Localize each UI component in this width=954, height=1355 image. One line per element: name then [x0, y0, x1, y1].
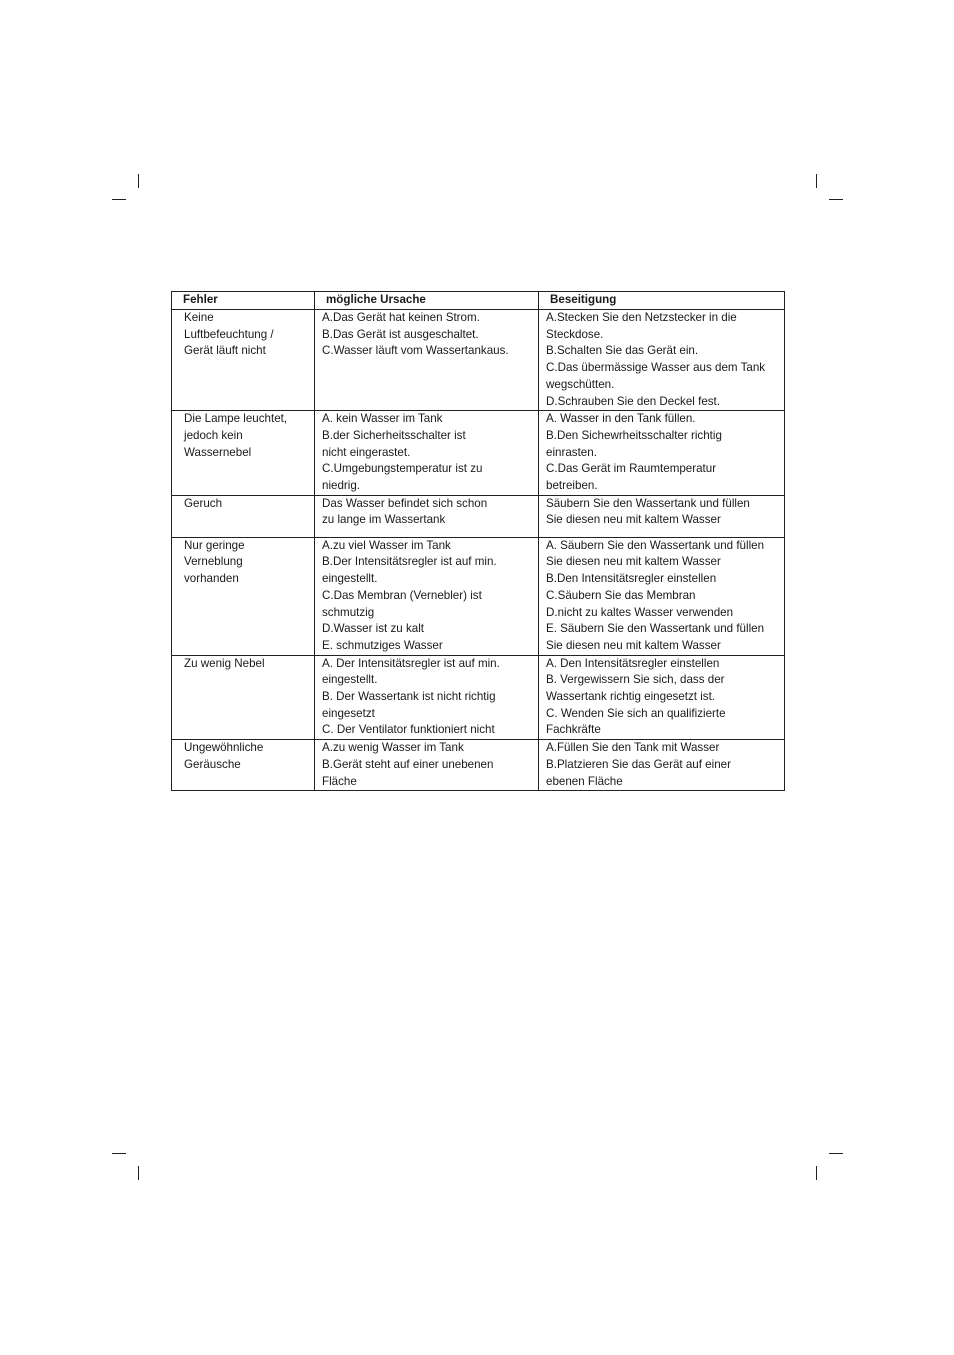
cell-line: B. Vergewissern Sie sich, dass der: [546, 673, 725, 687]
fix-cell: [539, 740, 785, 791]
table-row: [172, 310, 785, 411]
crop-mark-bottom-right-horizontal: [829, 1153, 843, 1154]
crop-mark-bottom-right-vertical: [816, 1166, 817, 1180]
cell-line: A. Den Intensitätsregler einstellen: [546, 656, 720, 670]
cell-line: A.Das Gerät hat keinen Strom.: [322, 311, 480, 324]
cell-line: Gerät läuft nicht: [184, 344, 266, 358]
cell-line: vorhanden: [184, 572, 239, 586]
header-fault: Fehler: [172, 292, 315, 310]
cell-line: B.Der Intensitätsregler ist auf min.: [322, 555, 497, 569]
cell-line: D.Wasser ist zu kalt: [322, 622, 424, 636]
cell-line: Fläche: [322, 774, 357, 788]
header-cause: mögliche Ursache: [315, 292, 539, 310]
cell-line: C. Der Ventilator funktioniert nicht: [322, 723, 495, 737]
cell-line: eingesetzt: [322, 706, 375, 720]
table-row: [172, 537, 785, 655]
cell-line: B.Den Intensitätsregler einstellen: [546, 572, 717, 586]
crop-mark-top-right-horizontal: [829, 199, 843, 200]
cell-line: Fachkräfte: [546, 723, 601, 737]
cell-line: B.der Sicherheitsschalter ist: [322, 428, 466, 442]
fault-cell: [172, 655, 315, 740]
cell-line: A.zu wenig Wasser im Tank: [322, 741, 464, 755]
cell-line: Sie diesen neu mit kaltem Wasser: [546, 555, 721, 569]
cause-cell: [315, 537, 539, 655]
cell-line: B.Den Sichewrheitsschalter richtig: [546, 428, 722, 442]
table-row: [172, 740, 785, 791]
cell-line: A. Säubern Sie den Wassertank und füllen: [546, 538, 765, 552]
cell-line: Zu wenig Nebel: [184, 656, 265, 670]
table-body: [172, 310, 785, 791]
cell-line: D.nicht zu kaltes Wasser verwenden: [546, 605, 734, 619]
cell-line: Keine: [184, 311, 214, 324]
cell-line: C.Das Gerät im Raumtemperatur: [546, 462, 717, 476]
cell-line: Die Lampe leuchtet,: [184, 412, 288, 426]
cell-line: E. Säubern Sie den Wassertank und füllen: [546, 622, 765, 636]
cell-line: wegschütten.: [546, 377, 615, 391]
table-row: [172, 411, 785, 496]
crop-mark-bottom-left-horizontal: [112, 1153, 126, 1154]
cause-cell: [315, 740, 539, 791]
header-row: [172, 292, 785, 310]
cell-line: Geräusche: [184, 757, 241, 771]
cell-line: Wassernebel: [184, 445, 252, 459]
cell-line: Säubern Sie den Wassertank und füllen: [546, 496, 750, 510]
cell-line: Sie diesen neu mit kaltem Wasser: [546, 513, 721, 527]
crop-mark-bottom-left-vertical: [138, 1166, 139, 1180]
cell-line: A. Der Intensitätsregler ist auf min.: [322, 656, 500, 670]
cell-line: ebenen Fläche: [546, 774, 623, 788]
table-header: [172, 292, 785, 310]
cell-line: Verneblung: [184, 555, 243, 569]
crop-mark-top-left-vertical: [138, 174, 139, 188]
crop-mark-top-left-horizontal: [112, 199, 126, 200]
fix-cell: [539, 655, 785, 740]
cell-line: Ungewöhnliche: [184, 741, 264, 755]
crop-mark-top-right-vertical: [816, 174, 817, 188]
cell-line: eingestellt.: [322, 673, 378, 687]
cause-cell: [315, 495, 539, 537]
cell-line: schmutzig: [322, 605, 375, 619]
cause-cell: [315, 310, 539, 411]
cell-line: Wassertank richtig eingesetzt ist.: [546, 690, 716, 704]
table-row: [172, 495, 785, 537]
cell-line: C. Wenden Sie sich an qualifizierte: [546, 706, 726, 720]
fault-cell: [172, 411, 315, 496]
cell-line: A.Füllen Sie den Tank mit Wasser: [546, 741, 720, 755]
cell-line: zu lange im Wassertank: [322, 513, 446, 527]
header-fix: Beseitigung: [539, 292, 785, 310]
cell-line: Steckdose.: [546, 327, 604, 341]
cell-line: Sie diesen neu mit kaltem Wasser: [546, 638, 721, 652]
cell-line: Luftbefeuchtung /: [184, 327, 274, 341]
cell-line: E. schmutziges Wasser: [322, 638, 443, 652]
cell-line: B.Platzieren Sie das Gerät auf einer: [546, 757, 731, 771]
cell-line: jedoch kein: [184, 428, 243, 442]
fix-cell: [539, 495, 785, 537]
cell-line: einrasten.: [546, 445, 597, 459]
cell-line: B.Gerät steht auf einer unebenen: [322, 757, 494, 771]
cell-line: C.Das übermässige Wasser aus dem Tank: [546, 361, 766, 375]
cell-line: betreiben.: [546, 479, 598, 493]
cell-line: Das Wasser befindet sich schon: [322, 496, 488, 510]
cell-line: A.zu viel Wasser im Tank: [322, 538, 451, 552]
cell-line: A. Wasser in den Tank füllen.: [546, 412, 696, 426]
fix-cell: [539, 537, 785, 655]
cell-line: C.Das Membran (Vernebler) ist: [322, 588, 482, 602]
fault-cell: [172, 310, 315, 411]
cell-line: C.Säubern Sie das Membran: [546, 588, 696, 602]
cell-line: C.Umgebungstemperatur ist zu: [322, 462, 483, 476]
fault-cell: [172, 740, 315, 791]
cell-line: A.Stecken Sie den Netzstecker in die: [546, 311, 737, 324]
cell-line: niedrig.: [322, 479, 361, 493]
cell-line: eingestellt.: [322, 572, 378, 586]
cell-line: nicht eingerastet.: [322, 445, 411, 459]
cell-line: C.Wasser läuft vom Wassertankaus.: [322, 344, 509, 358]
fault-cell: [172, 495, 315, 537]
cell-line: Geruch: [184, 496, 223, 510]
cause-cell: [315, 411, 539, 496]
troubleshooting-table: [171, 291, 785, 791]
cell-line: B. Der Wassertank ist nicht richtig: [322, 690, 496, 704]
table-row: [172, 655, 785, 740]
cause-cell: [315, 655, 539, 740]
cell-line: A. kein Wasser im Tank: [322, 412, 443, 426]
cell-line: B.Schalten Sie das Gerät ein.: [546, 344, 699, 358]
cell-line: D.Schrauben Sie den Deckel fest.: [546, 394, 721, 408]
fix-cell: [539, 411, 785, 496]
fault-cell: [172, 537, 315, 655]
fix-cell: [539, 310, 785, 411]
cell-line: Nur geringe: [184, 538, 245, 552]
cell-line: B.Das Gerät ist ausgeschaltet.: [322, 327, 479, 341]
